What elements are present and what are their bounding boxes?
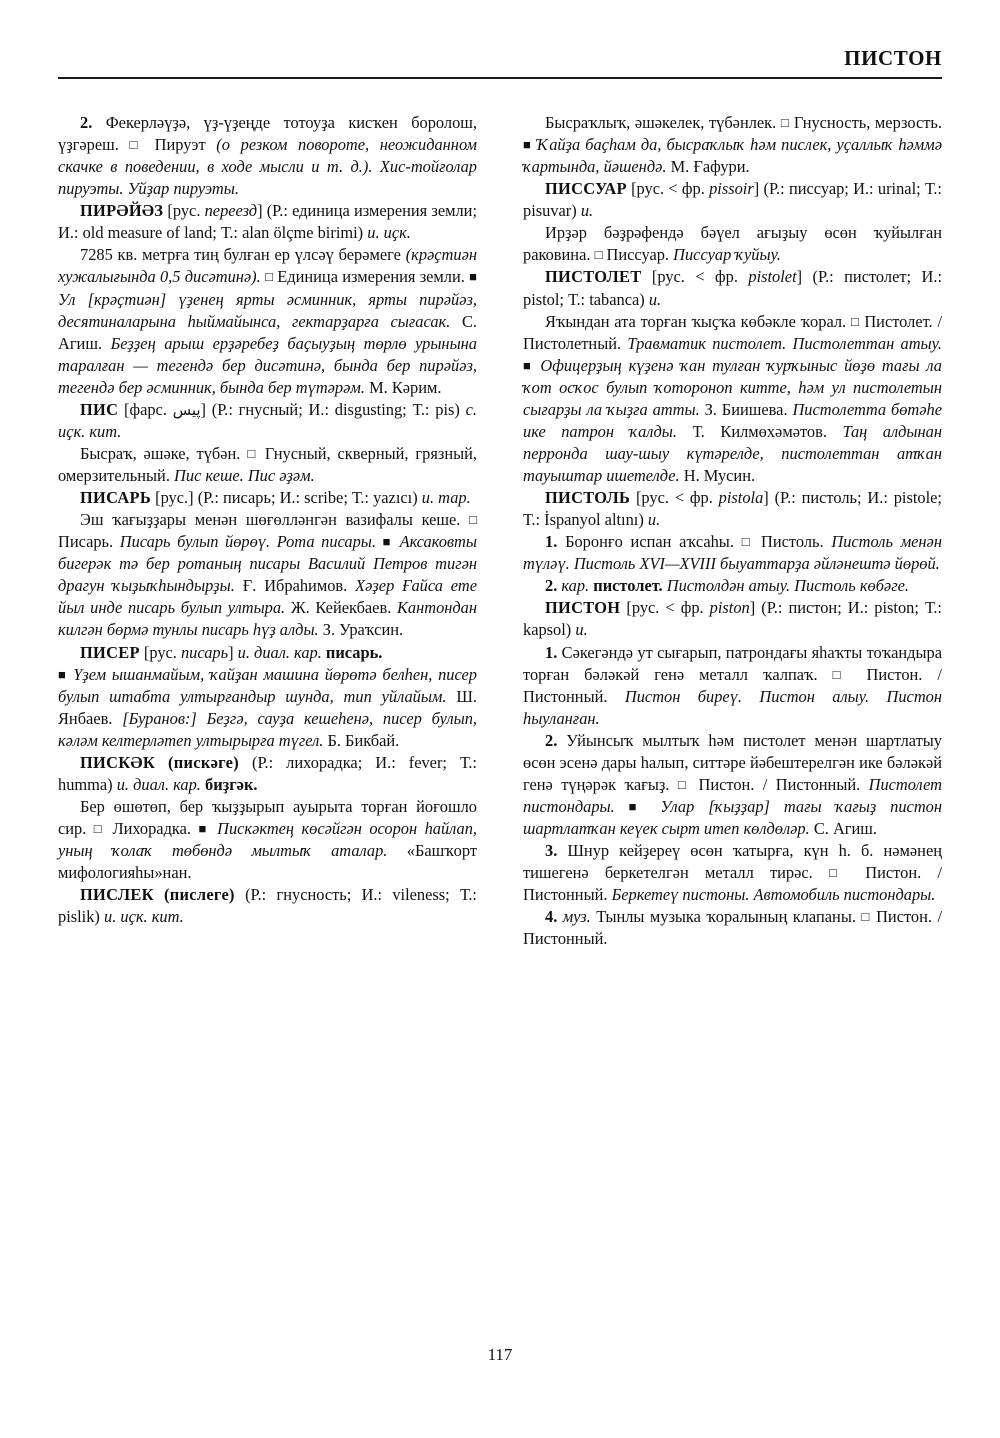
grammar-label: и. иҫк. кит. xyxy=(104,907,184,927)
grammar-label: и. тар. xyxy=(421,488,471,508)
definition-ba: Бер өшөтөп, бер ҡыҙҙырып ауырыта торған йоғошло сир. xyxy=(58,796,477,838)
definition-ba: Боронғо испан аҡсаһы. xyxy=(565,532,734,552)
entry-body xyxy=(58,796,477,884)
open-square-icon xyxy=(742,534,754,549)
column-right xyxy=(523,112,942,1292)
headword: ПИРӘЙӘЗ xyxy=(80,201,164,221)
translation-ru: Пистолет. / Пистолетный. xyxy=(523,311,942,353)
translation-ru: Пистон. / Пистонный. xyxy=(698,774,861,794)
open-square-icon xyxy=(130,137,144,152)
definition-ba: Тынлы музыка ҡоралының клапаны. xyxy=(596,907,856,927)
citation-text: Ул [крәҫтиән] үҙенең ярты әсминник, ярты пирәйәз, десятиналарына һыймайынса, гектарҙарға сығасак. xyxy=(58,289,477,331)
open-square-icon xyxy=(247,446,258,461)
headword: ПИСЕР xyxy=(80,642,140,662)
dictionary-entry: ПИСТОН [рус. < фр. piston] (Р.: пистон; И.: piston; Т.: kapsol) и. xyxy=(523,598,942,640)
definition-note: (крәҫтиән хужалығында 0,5 дисәтинә). xyxy=(58,245,477,287)
etymology-source: piston xyxy=(709,598,750,618)
dictionary-entry: ПИСЕР [рус. писарь] и. диал. кар. писарь. xyxy=(80,642,383,662)
entry-body xyxy=(58,443,477,487)
grammar-label: и. xyxy=(575,620,588,640)
citation-text: Ҡайҙа баҫһам да, бысраҡлыҡ һәм пислек, уҫаллыҡ һәммә ҡартында, йәшендә. xyxy=(523,135,942,177)
headword: ПИСЛЕК xyxy=(80,885,154,905)
examples: Травматик пистолет. Пистолеттан атыу. xyxy=(627,333,942,353)
citation-author: «Башҡорт мифологияһы»нан. xyxy=(58,841,477,883)
headword: ПИС xyxy=(80,399,119,419)
citation-author: Ж. Кейекбаев. xyxy=(290,598,392,618)
open-square-icon xyxy=(94,821,105,836)
citation-author: С. Агиш. xyxy=(58,311,477,353)
open-square-icon xyxy=(861,909,870,924)
definition-ba: Яҡындан ата торған ҡыҫҡа көбәкле ҡорал. xyxy=(545,311,847,331)
sense-block xyxy=(523,730,942,840)
grammar-label: и. диал. кар. xyxy=(116,774,201,794)
equivalents: (Р.: гнусный; И.: disgusting; Т.: pis) xyxy=(211,399,460,419)
sense-block xyxy=(58,112,477,200)
translation-ru: Пистоль. xyxy=(761,532,824,552)
dictionary-entry xyxy=(58,884,477,928)
cross-reference: биҙгәк. xyxy=(205,774,258,794)
dictionary-entry xyxy=(58,487,477,509)
open-square-icon xyxy=(833,667,852,682)
headword: ПИСТОЛЕТ xyxy=(545,267,642,287)
dictionary-entry: ПИС [фарс. پیس] (Р.: гнусный; И.: disgusting; Т.: pis) с. иҫк. кит. xyxy=(58,399,477,441)
cross-reference: писарь. xyxy=(325,642,383,662)
open-square-icon xyxy=(851,314,860,329)
translation-ru: Гнусный, скверный, грязный, омерзительный. xyxy=(58,443,477,485)
citation-text: Аксаковты бигерәк тә бер ротаның писары Василий Петров тигән драгун ҡыҙыҡһындырҙы. xyxy=(58,532,477,596)
translation-ru: Лихорадка. xyxy=(112,819,192,838)
dictionary-entry: ПИССУАР [рус. < фр. pissoir] (Р.: писсуар; И.: urinal; Т.: pisuvar) и. xyxy=(523,179,942,221)
etymology-source: переезд xyxy=(204,201,258,221)
examples: Пистон биреү. Пистон алыу. Пистон һыуланған. xyxy=(523,686,942,728)
dictionary-entry: ПИРӘЙӘЗ [рус. переезд] (Р.: единица измерения земли; И.: old measure of land; Т.: alan ölçme birimi) и. иҫк. xyxy=(58,201,478,243)
sense-number: 2. xyxy=(545,730,558,750)
citation-text: [Буранов:] Беҙгә, сауҙа кешеһенә, писер булып, кәләм келтерләтеп ултырырға түгел. xyxy=(58,708,477,750)
sense-block xyxy=(523,575,942,597)
entry-body xyxy=(523,222,942,266)
citation-author: З. Ураҡсин. xyxy=(322,620,404,640)
etymology-language: фарс. xyxy=(129,399,167,419)
definition-ba: Ирҙәр бәҙрәфендә бәүел ағыҙыу өсөн ҡуйылған раковина. xyxy=(523,223,942,265)
translation-ru: Единица измерения земли. xyxy=(277,267,465,287)
sense-number: 1. xyxy=(545,642,558,662)
etymology-source: pistola xyxy=(718,488,764,508)
open-square-icon xyxy=(265,269,273,284)
translation-ru: Пистон. / Пистонный. xyxy=(523,664,942,706)
sense-block xyxy=(523,642,942,730)
sense-number: 1. xyxy=(545,532,558,552)
solid-square-icon xyxy=(523,137,532,152)
running-head: ПИСТОН xyxy=(844,46,942,70)
sense-number: 4. xyxy=(545,907,558,927)
citation-text: Улар [ҡыҙҙар] тағы ҡағыҙ пистон шартлатҡан кеүек сырт итеп көлдөләр. xyxy=(523,796,943,838)
examples: Хис-тойғолар пируэты. Уйҙар пируэты. xyxy=(58,157,477,199)
translation-ru: Гнусность, мерзость. xyxy=(793,113,942,132)
solid-square-icon xyxy=(629,799,647,814)
grammar-label: с. иҫк. кит. xyxy=(58,399,477,441)
definition-ba: Фекерләүҙә, үҙ-үҙеңде тотоуҙа кисҡен боролош, үҙгәреш. xyxy=(58,113,477,155)
equivalents: (Р.: гнусность; И.: vileness; Т.: pislik) xyxy=(58,885,477,927)
etymology-source: pistolet xyxy=(748,267,797,287)
grammar-label: и. диал. кар. xyxy=(237,642,322,662)
equivalents: (Р.: единица измерения земли; И.: old measure of land; Т.: alan ölçme birimi) xyxy=(58,201,478,243)
entry-body xyxy=(58,664,477,752)
solid-square-icon xyxy=(469,269,477,284)
examples: Беркетеү пистоны. Автомобиль пистондары. xyxy=(611,885,936,905)
sense-number: 3. xyxy=(545,841,558,861)
page-number: 117 xyxy=(487,1345,513,1364)
entry-body xyxy=(58,244,477,398)
headword-form: (пислеге) xyxy=(164,885,235,905)
citation-author: Н. Мусин. xyxy=(683,466,756,485)
etymology: [рус.] xyxy=(155,488,194,508)
etymology-source: писарь xyxy=(180,642,229,662)
open-square-icon xyxy=(595,247,603,262)
solid-square-icon xyxy=(523,358,534,373)
translation-ru: Писсуар. xyxy=(606,245,670,265)
examples: Писарь булып йөрөү. Рота писары. xyxy=(119,532,376,552)
headword: ПИСТОН xyxy=(545,598,621,618)
headword: ПИСКӘК xyxy=(80,752,156,772)
solid-square-icon xyxy=(198,821,209,836)
sense-label: муз. xyxy=(562,907,591,927)
grammar-label: и. xyxy=(648,289,662,309)
citation-author: С. Агиш. xyxy=(813,819,877,838)
solid-square-icon xyxy=(58,667,68,682)
sense-block xyxy=(523,840,942,906)
sense-block xyxy=(523,906,942,950)
column-left xyxy=(58,112,477,1292)
definition-ba: Бысраҡлыҡ, әшәкелек, түбәнлек. xyxy=(545,113,777,132)
equivalents: (Р.: лихорадка; И.: fever; Т.: humma) xyxy=(58,752,477,794)
citation-author: Т. Килмөхәмәтов. xyxy=(692,421,827,441)
sense-number: 2. xyxy=(80,113,93,132)
etymology-source: pissoir xyxy=(709,179,754,199)
solid-square-icon xyxy=(383,534,393,549)
text-columns xyxy=(58,112,942,1292)
headword: ПИССУАР xyxy=(545,179,627,199)
equivalents: (Р.: пистоль; И.: pistole; Т.: İspanyol altını) xyxy=(523,488,942,530)
definition-ba: Эш ҡағыҙҙары менән шөғөлләнгән вазифалы кеше. xyxy=(80,510,461,530)
citation-author: Ғ. Ибраһимов. xyxy=(242,576,348,596)
sense-block xyxy=(523,531,942,575)
open-square-icon xyxy=(829,865,849,880)
citation-text: Кантондан килгән бөрмә тунлы писарь һүҙ алды. xyxy=(58,598,478,640)
translation-ru: Писарь. xyxy=(58,532,114,552)
citation-text: Хәҙер Ғайса ете йыл инде писарь булып ултыра. xyxy=(58,576,477,618)
definition-ba: Уйынсыҡ мылтыҡ һәм пистолет менән шартлатыу өсөн эсенә дары һалып, ситтәре йәбештерелгән ике бәләкәй генә түңәрәк ҡағыҙ. xyxy=(523,730,942,794)
etymology-arabic: پیس xyxy=(172,400,201,419)
translation-ru: Пистон. / Пистонный. xyxy=(523,863,942,905)
citation-text: Үҙем ышанмайым, ҡайҙан машина йөрөтә белһен, писер булып штабта ултырғандыр шунда, тип уйлайым. xyxy=(58,664,477,706)
headword: ПИСАРЬ xyxy=(80,488,152,508)
header-rule xyxy=(58,77,942,79)
translation-ru: Пистон. / Пистонный. xyxy=(523,907,943,949)
translation-ru: Пируэт xyxy=(154,135,206,155)
definition-ba: 7285 кв. метрға тиң булған ер үлсәү берәмеге xyxy=(80,245,401,265)
examples: Пистоль менән түләү. Пистоль XVI—XVIII быуаттарҙа әйләнештә йөрөй. xyxy=(523,532,942,574)
citation-text: Офицерҙың күҙенә ҡан тулған ҡурҡыныс йөҙө тағы ла ҡот осҡос булып ҡотороноп китте, һәм ул пистолетын сығарҙы ла ҡыҙға атты. xyxy=(523,355,942,419)
headword: ПИСТОЛЬ xyxy=(545,488,631,508)
equivalents: (Р.: пистон; И.: piston; Т.: kapsol) xyxy=(523,598,942,640)
dictionary-entry: ПИСТОЛЕТ [рус. < фр. pistolet] (Р.: пистолет; И.: pistol; Т.: tabanca) и. xyxy=(523,267,942,309)
entry-body xyxy=(523,311,942,488)
citation-text: Беҙҙең арыш ерҙәребеҙ баҫыуҙың төрлө урынына таралған — тегендә бер дисәтинә, бында бер пирәйәз, тегендә бер әсминник, бында бер түтәрәм. xyxy=(58,333,477,397)
definition-ba: Шнур кейҙереү өсөн ҡатырға, күн һ. б. нәмәнең тишегенә беркетелгән металл тирәс. xyxy=(523,841,942,883)
citation-author: Ш. Янбаев. xyxy=(58,686,477,728)
grammar-label: и. xyxy=(647,510,661,530)
entry-body xyxy=(58,509,477,641)
open-square-icon xyxy=(469,512,477,527)
headword-form: (пискәге) xyxy=(168,752,240,772)
citation-text: Таң алдынан перронда шау-шыу күтәрелде, пистолеттан атҡан тауыштар ишетелде. xyxy=(523,421,942,485)
citation-text: Пискәктең көсәйгән осорон һайлап, уның ҡолаҡ төбөндә мылтыҡ аталар. xyxy=(58,819,477,861)
examples: Пис кеше. Пис әҙәм. xyxy=(174,466,315,485)
examples: Пистолет пистондары. xyxy=(523,774,943,816)
equivalents: (Р.: писарь; И.: scribe; Т.: yazıcı) xyxy=(197,488,418,508)
sense-label: кар. xyxy=(561,576,590,596)
citation-text: Пистолетта бөтәһе ике патрон ҡалды. xyxy=(523,399,942,441)
examples: Писсуар ҡуйыу. xyxy=(673,245,781,265)
citation-author: Б. Бикбай. xyxy=(327,730,400,750)
dictionary-entry: ПИСТОЛЬ [рус. < фр. pistola] (Р.: пистоль; И.: pistole; Т.: İspanyol altını) и. xyxy=(523,488,942,530)
gloss-ru: (о резком повороте, неожиданном скачке в поведении, в ходе мысли и т. д.). xyxy=(58,135,477,177)
citation-author: З. Биишева. xyxy=(704,399,788,419)
dictionary-entry xyxy=(58,752,477,796)
examples: Пистолдән атыу. Пистоль көбәге. xyxy=(666,576,909,596)
equivalents: (Р.: писсуар; И.: urinal; Т.: pisuvar) xyxy=(523,179,942,221)
definition-ba: Сәкегәндә ут сығарып, патрондағы яһаҡты тоҡандыра торған бәләкәй генә металл ҡалпаҡ. xyxy=(523,642,942,684)
grammar-label: и. иҫк. xyxy=(367,223,411,243)
definition-ba: Бысраҡ, әшәке, түбән. xyxy=(80,443,241,463)
cross-reference: пистолет. xyxy=(593,576,663,596)
entry-body xyxy=(523,112,942,178)
citation-author: М. Кәрим. xyxy=(369,377,442,397)
equivalents: (Р.: пистолет; И.: pistol; Т.: tabanca) xyxy=(523,267,942,309)
open-square-icon xyxy=(781,115,789,130)
open-square-icon xyxy=(678,777,690,792)
sense-number: 2. xyxy=(545,576,558,596)
grammar-label: и. xyxy=(580,201,594,221)
citation-author: М. Ғафури. xyxy=(670,157,750,177)
page-header xyxy=(58,48,942,79)
